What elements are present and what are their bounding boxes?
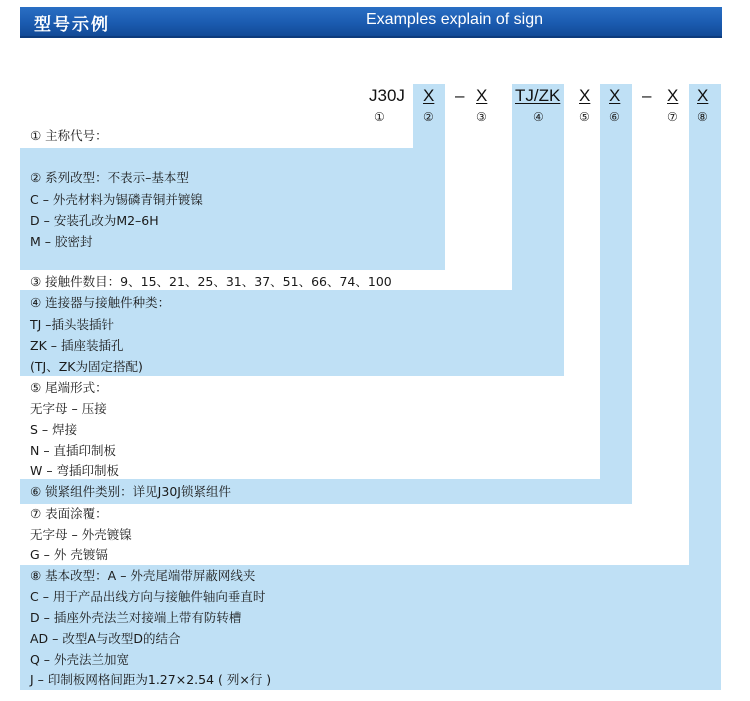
code-part-x-series: X: [423, 86, 435, 105]
code-number-2: ②: [423, 110, 434, 124]
highlight-band-2: [20, 148, 445, 270]
section-4-line-2: TJ –插头装插针: [30, 317, 115, 332]
code-number-7: ⑦: [667, 110, 678, 124]
code-part-x-count: X: [476, 86, 488, 105]
section-7-line-2: 无字母 – 外壳镀镍: [30, 527, 132, 542]
code-number-4: ④: [533, 110, 544, 124]
code-dash-2: –: [642, 86, 652, 105]
section-7-line-1: ⑦ 表面涂覆：: [30, 506, 108, 521]
code-number-1: ①: [374, 110, 385, 124]
code-part-j30j: J30J: [369, 86, 405, 105]
code-number-5: ⑤: [579, 110, 590, 124]
section-4-line-4: (TJ、ZK为固定搭配): [30, 359, 143, 374]
section-5-line-1: ⑤ 尾端形式：: [30, 380, 108, 395]
section-8-line-2: C – 用于产品出线方向与接触件轴向垂直时: [30, 589, 266, 604]
code-dash-1: –: [455, 86, 465, 105]
highlight-column-6: [600, 84, 632, 504]
code-part-x-lock: X: [609, 86, 621, 105]
section-4-line-3: ZK – 插座装插孔: [30, 338, 124, 353]
section-5-line-5: W – 弯插印制板: [30, 463, 120, 478]
section-4-line-1: ④ 连接器与接触件种类：: [30, 295, 171, 310]
section-8-line-5: Q – 外壳法兰加宽: [30, 652, 130, 667]
section-8-line-4: AD – 改型A与改型D的结合: [30, 631, 181, 646]
code-part-x-coating: X: [667, 86, 679, 105]
section-5-line-3: S – 焊接: [30, 422, 78, 437]
code-number-8: ⑧: [697, 110, 708, 124]
title-cn: 型号示例: [34, 15, 110, 35]
code-part-tjzk: TJ/ZK: [515, 86, 561, 105]
code-number-3: ③: [476, 110, 487, 124]
title-bar: [20, 7, 722, 38]
section-2-line-2: C – 外壳材料为锡磷青铜并镀镍: [30, 192, 203, 207]
code-part-x-modify: X: [697, 86, 709, 105]
section-8-line-6: J – 印制板网格间距为1.27×2.54 ( 列×行 ): [30, 672, 272, 687]
section-2-line-1: ② 系列改型：不表示–基本型: [30, 170, 189, 185]
section-2-line-4: M – 胶密封: [30, 234, 93, 249]
code-part-x-tail: X: [579, 86, 591, 105]
section-5-line-2: 无字母 – 压接: [30, 401, 107, 416]
section-6-line-1: ⑥ 锁紧组件类别：详见J30J锁紧组件: [30, 484, 231, 499]
section-1-line-1: ① 主称代号：: [30, 128, 108, 143]
title-en: Examples explain of sign: [366, 11, 543, 28]
section-8-line-1: ⑧ 基本改型：A – 外壳尾端带屏蔽网线夹: [30, 568, 256, 583]
section-5-line-4: N – 直插印制板: [30, 443, 117, 458]
section-8-line-3: D – 插座外壳法兰对接端上带有防转槽: [30, 610, 242, 625]
section-2-line-3: D – 安装孔改为M2–6H: [30, 213, 159, 228]
code-number-6: ⑥: [609, 110, 620, 124]
section-3-line-1: ③ 接触件数目：9、15、21、25、31、37、51、66、74、100: [30, 274, 392, 289]
section-7-line-3: G – 外 壳镀镉: [30, 547, 108, 562]
